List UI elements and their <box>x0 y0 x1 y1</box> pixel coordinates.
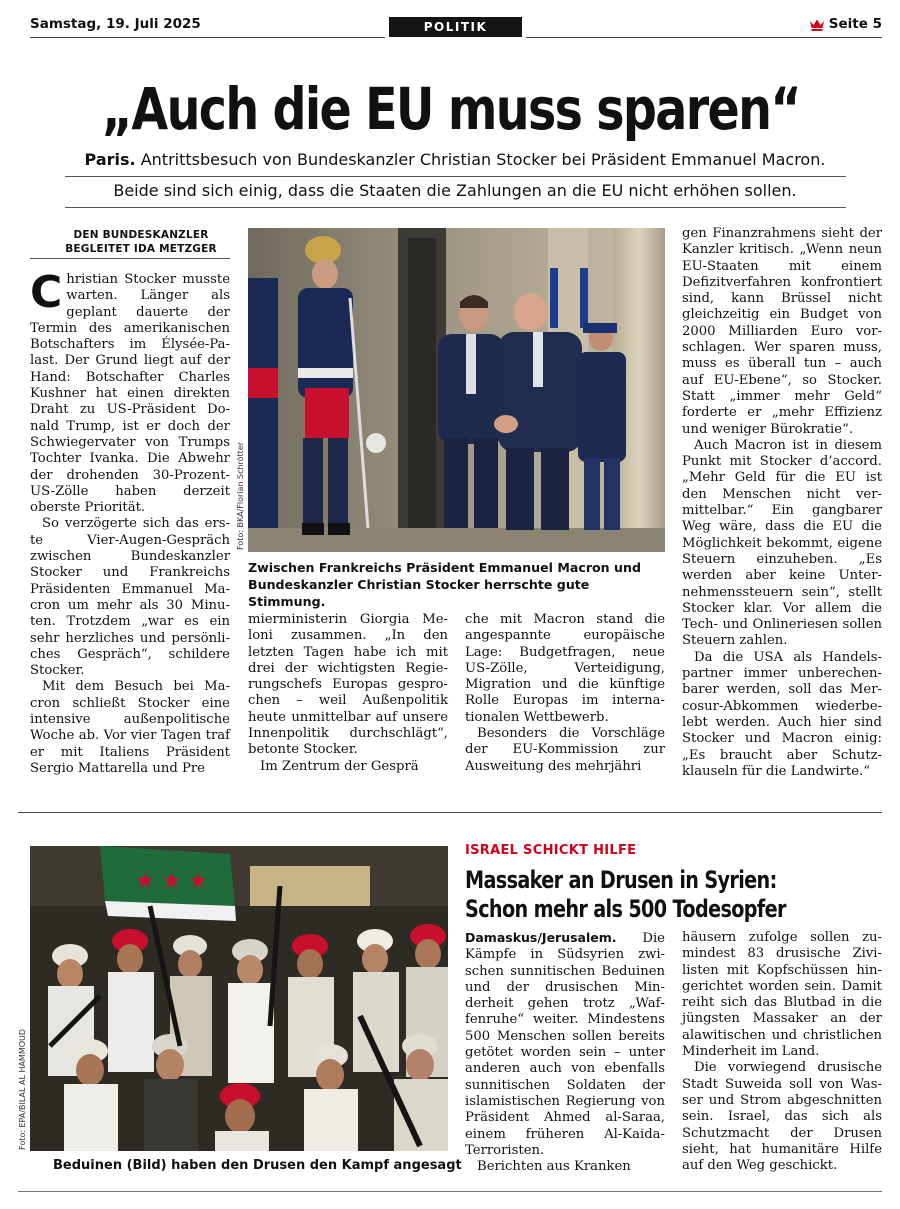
caption-line: Bundeskanzler Christian Stocker herrschte gute Stimmung. <box>248 577 590 609</box>
section-divider <box>18 812 882 813</box>
byline <box>56 228 226 256</box>
photo-bedouins <box>30 846 448 1151</box>
masthead-rule-left <box>30 37 385 38</box>
paragraph: Mit dem Besuch bei Macron schließt Stocker eine intensive außenpolitische Woche ab. Vor vier Tagen traf er mit Italiens Präsident Sergio Mattarella und Pre <box>30 679 230 776</box>
article-deck-line1 <box>0 150 900 170</box>
paragraph <box>30 267 230 516</box>
photo-caption <box>248 559 668 610</box>
paragraph: Die vorwiegend drusische Stadt Suweida soll von Wasser und Strom abgeschnitten sein. Israel, das sich als Schutzmacht der Drusen sieht, hat humanitäre Hilfe auf den Weg geschickt. <box>682 1060 882 1174</box>
page-bottom-rule <box>18 1191 882 1192</box>
byline-divider <box>30 258 230 259</box>
paragraph: Besonders die Vorschläge der EU-Kommission zur Ausweitung des mehrjähri <box>465 726 665 774</box>
article-kicker: ISRAEL SCHICKT HILFE <box>465 843 637 858</box>
article-column-5 <box>465 930 665 1175</box>
paragraph: che mit Macron stand die angespannte europäische Lage: Budgetfragen, neue US-Zölle, Verteidigung, Migration und die künftige Rolle Europas im internationalen Wettbewerb. <box>465 612 665 725</box>
section-label: POLITIK <box>389 17 522 37</box>
paragraph: Da die USA als Handelspartner immer unberechenbarer werden, soll das Mercosur-Abkommen wiederbelebt werden. Auch hier sind Stocker und Macron einig: „Es braucht aber Schutzklauseln für die Landwirte.“ <box>682 649 882 779</box>
paragraph: Im Zentrum der Gesprä <box>260 758 419 774</box>
page-number <box>809 16 882 32</box>
issue-date: Samstag, 19. Juli 2025 <box>30 16 201 32</box>
article-headline <box>465 866 786 924</box>
deck-divider <box>65 176 846 177</box>
paragraph: mierministerin Giorgia Meloni zusammen. „In den letzten Tagen habe ich mit drei der wichtigsten Regierungschefs Europas gesprochen – weil Außenpolitik heute unmittelbar auf unsere Innenpolitik durchschlägt“, betonte Stocker. <box>248 612 448 758</box>
paragraph-text: hristian Stocker musste warten. Länger als geplant dauerte der Termin des amerikanischen Botschafters im Élysée-Palast. Der Grund liegt auf der Hand: Botschafter Charles Kushner hat einen direkten Draht zu US-Präsident Donald Trump, ist er doch der Schwiegervater von Trumps Tochter Ivanka. Die Abwehr der drohenden 30-Prozent-US-Zölle haben derzeit oberste Priorität. <box>30 272 230 516</box>
paragraph-text: Die Kämpfe in Südsyrien zwischen sunnitischen Beduinen und der drusischen Minderheit gehen trotz „Waffenruhe“ weiter. Mindestens 500 Menschen sollen bereits getötet worden sein – unter anderen auch von ebenfalls sunnitischen Soldaten der islamistischen Regierung von Präsident Ahmed al-Saraa, einem früheren Al-Kaida-Terroristen. <box>465 931 665 1158</box>
paragraph: gen Finanzrahmens sieht der Kanzler kritisch. „Wenn neun EU-Staaten mit einem Defizitverfahren konfrontiert sind, kann Brüssel nicht gleichzeitig ein Budget von 2000 Milliarden Euro vorschlagen. Wer sparen muss, muss es überall tun – auch auf EU-Ebene“, so Stocker. Statt „immer mehr Geld“ forderte er „mehr Effizienz und weniger Bürokratie“. <box>682 226 882 437</box>
page-number-text: Seite 5 <box>828 16 882 32</box>
headline-line: Schon mehr als 500 Todesopfer <box>465 895 786 923</box>
crown-icon <box>809 18 825 31</box>
masthead-rule-right <box>526 37 882 38</box>
photo-credit: Foto: EPA/BILAL AL HAMMOUD <box>18 1028 27 1150</box>
photo-bedouins-image <box>30 846 448 1151</box>
paragraph <box>465 930 665 1159</box>
paragraph: häusern zufolge sollen zumindest 83 drusische Zivilisten mit Kopfschüssen hingerichtet worden sein. Damit reiht sich das Blutbad in die jüngsten Massaker an der alawitischen und christlichen Minderheit im Land. <box>682 930 882 1060</box>
article-column-4 <box>682 226 882 780</box>
byline-line: BEGLEITET IDA METZGER <box>65 243 217 255</box>
article-column-2 <box>248 612 448 775</box>
photo-credit: Foto: BKA/Florian Schrötter <box>236 441 245 550</box>
deck-dateline: Paris. <box>84 150 136 169</box>
paragraph: Auch Macron ist in diesem Punkt mit Stocker d’accord. „Mehr Geld für die EU ist den Menschen nicht vermittelbar.“ Ein gangbarer Weg wäre, dass die EU die Möglichkeit bekommt, eigene Steuern einzuheben. „Es werden aber keine Unternehmenssteuern sein“, stellt Stocker klar. Vor allem die Tech- und Onlineriesen sollen Steuern zahlen. <box>682 437 882 649</box>
caption-line: Zwischen Frankreichs Präsident Emmanuel Macron und <box>248 560 641 575</box>
deck-text: Antrittsbesuch von Bundeskanzler Christian Stocker bei Präsident Emmanuel Macron. <box>135 150 826 169</box>
dateline: Damaskus/Jerusalem. <box>465 930 617 945</box>
article-headline: „Auch die EU muss sparen“ <box>101 75 801 143</box>
photo-macron-stocker <box>248 228 665 552</box>
paragraph: So verzögerte sich das erste Vier-Augen-Gespräch zwischen Bundeskanzler Stocker und Frankreichs Präsidenten Emmanuel Macron um mehr als 30 Minuten. Trotzdem „war es ein sehr herzliches und persönliches Gespräch“, schildere Stocker. <box>30 516 230 679</box>
deck-divider <box>65 207 846 208</box>
article-deck-line2: Beide sind sich einig, dass die Staaten die Zahlungen an die EU nicht erhöhen sollen. <box>113 181 797 200</box>
article-column-6 <box>682 930 882 1174</box>
headline-line: Massaker an Drusen in Syrien: <box>465 866 777 894</box>
paragraph: Berichten aus Kranken <box>477 1159 631 1175</box>
photo-caption: Beduinen (Bild) haben den Drusen den Kampf angesagt <box>53 1158 462 1173</box>
photo-macron-stocker-image <box>248 228 665 552</box>
byline-line: DEN BUNDESKANZLER <box>73 229 209 241</box>
svg-text:★ ★ ★: ★ ★ ★ <box>135 869 209 894</box>
article-column-3 <box>465 612 665 775</box>
drop-cap: C <box>30 267 63 318</box>
article-column-1 <box>30 267 230 777</box>
